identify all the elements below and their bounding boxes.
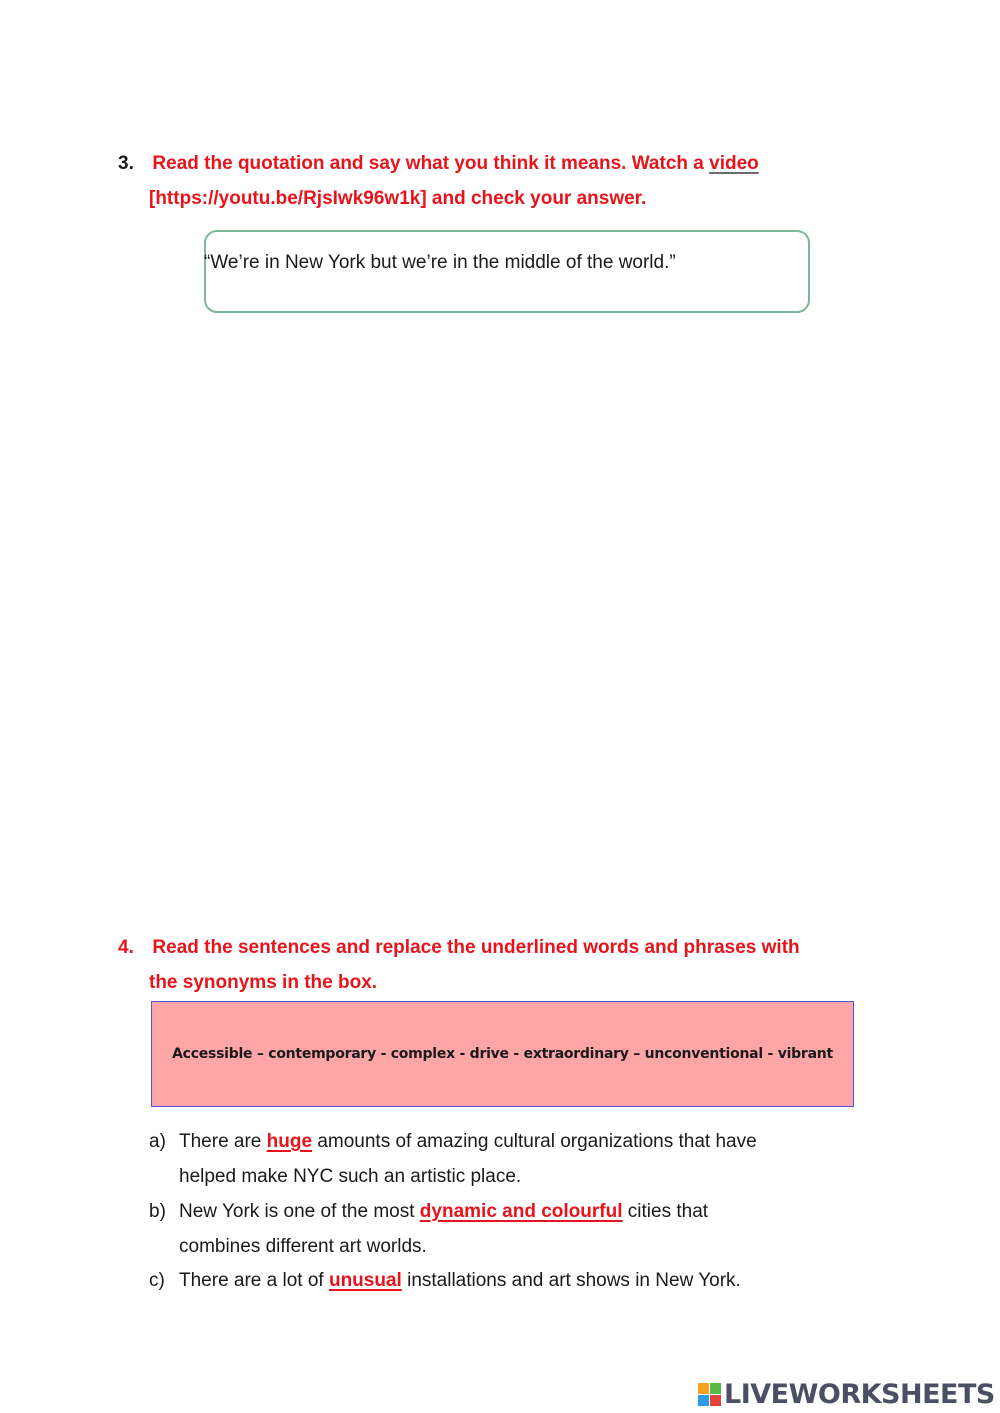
synonyms-box [151, 1001, 854, 1107]
item-a-text-after: amounts of amazing cultural organizations that have [312, 1131, 757, 1152]
logo-square [698, 1383, 709, 1394]
q3-video-link[interactable]: video [709, 153, 759, 174]
logo-square [710, 1395, 721, 1406]
item-c-line-1 [179, 1270, 741, 1292]
item-a-text-before: There are [179, 1131, 267, 1152]
q3-number: 3. [118, 153, 134, 174]
item-c-text-before: There are a lot of [179, 1270, 329, 1291]
item-a-label: a) [149, 1131, 166, 1152]
logo-text: LIVEWORKSHEETS [724, 1378, 995, 1410]
item-b-line-1 [179, 1201, 708, 1223]
quote-text: “We’re in New York but we’re in the middle of the world.” [204, 252, 676, 273]
q3-line-1 [118, 153, 759, 175]
logo-squares-icon [698, 1383, 721, 1406]
item-b-text-after: cities that [622, 1201, 709, 1222]
logo-square [698, 1395, 709, 1406]
item-a-underlined-word: huge [266, 1131, 313, 1152]
item-b-text-before: New York is one of the most [179, 1201, 420, 1222]
quote-box [204, 230, 810, 313]
q3-line-2: [https://youtu.be/RjsIwk96w1k] and check your answer. [149, 188, 647, 209]
logo-square [710, 1383, 721, 1394]
item-b-label: b) [149, 1201, 166, 1222]
q4-number: 4. [118, 937, 134, 958]
item-a-line-1 [179, 1131, 757, 1153]
item-c-text-after: installations and art shows in New York. [401, 1270, 741, 1291]
q4-instruction-text: Read the sentences and replace the underlined words and phrases with [152, 937, 800, 958]
item-b-underlined-word: dynamic and colourful [419, 1201, 623, 1222]
q4-line-1 [118, 937, 800, 959]
q4-line-2: the synonyms in the box. [149, 972, 378, 993]
item-c-underlined-word: unusual [328, 1270, 402, 1291]
item-a-line-2: helped make NYC such an artistic place. [179, 1166, 522, 1187]
item-b-line-2: combines different art worlds. [179, 1236, 427, 1257]
q3-instruction-text: Read the quotation and say what you think it means. Watch a [152, 153, 710, 174]
item-c-label: c) [149, 1270, 165, 1291]
liveworksheets-logo[interactable] [698, 1377, 995, 1411]
synonyms-list: Accessible – contemporary - complex - drive - extraordinary – unconventional - vibrant [172, 1046, 833, 1062]
